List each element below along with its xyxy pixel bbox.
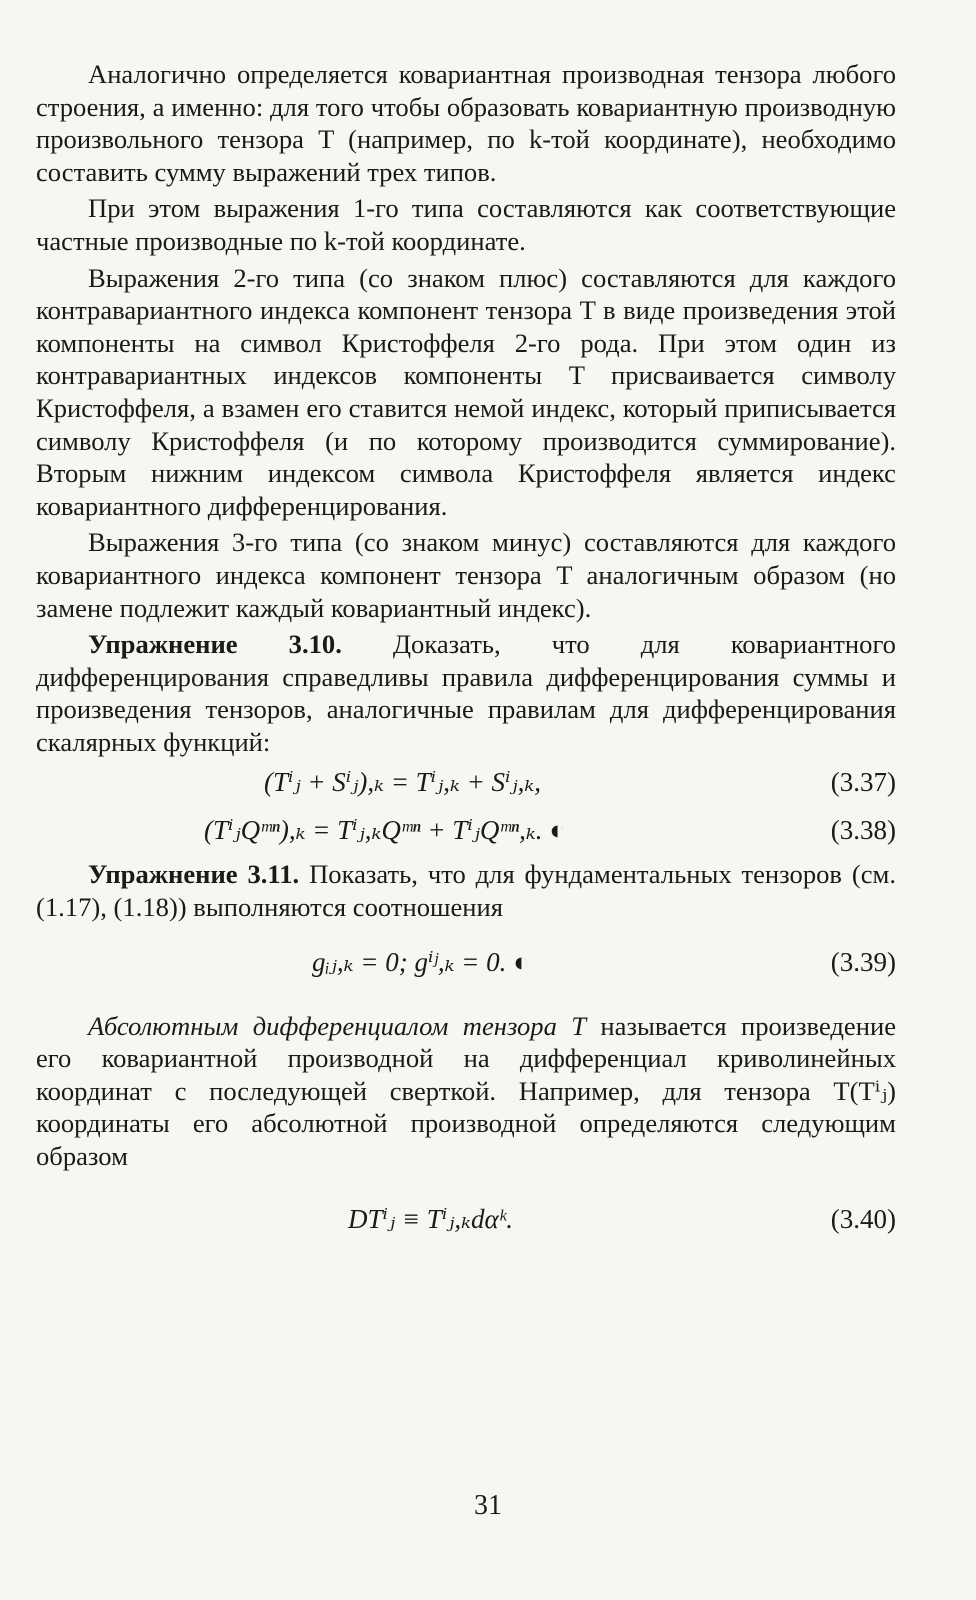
exercise-3-10-label: Упражнение 3.10. — [88, 629, 342, 660]
exercise-3-11-text: Показать, что для фундаментальных тензоров (см. (1.17), (1.18)) выполняются соотношения — [36, 859, 896, 923]
equation-3-39 — [36, 938, 896, 986]
end-of-proof-icon: ◐ — [513, 946, 530, 977]
equation-3-37-number: (3.37) — [830, 767, 896, 798]
paragraph-type-1: При этом выражения 1-го типа составляются как соответствующие частные производные по k-той координате. — [36, 193, 896, 256]
paragraph-type-3: Выражения 3-го типа (со знаком минус) составляются для каждого ковариантного индекса компонент тензора T аналогичным образом (но замене подлежит каждый ковариантный индекс). — [36, 527, 896, 623]
page-body — [36, 58, 896, 1243]
page-number: 31 — [474, 1490, 502, 1521]
absolute-differential-term: Абсолютным дифференциалом тензора T — [88, 1010, 587, 1041]
equation-3-37 — [36, 758, 896, 806]
exercise-3-11-label: Упражнение 3.11. — [88, 859, 300, 890]
paragraph-absolute-differential — [36, 1010, 896, 1173]
paragraph-type-2: Выражения 2-го типа (со знаком плюс) составляются для каждого контравариантного индекса компонент тензора T в виде произведения этой компоненты на символ Кристоффеля 2-го рода. При этом один из контравариантных индексов компоненты T присваивается символу Кристоффеля, а взамен его ставится немой индекс, который приписывается символу Кристоффеля (и по которому производится суммирование). Вторым нижним индексом символа Кристоффеля является индекс ковариантного дифференцирования. — [36, 262, 896, 521]
end-of-proof-icon: ◐ — [549, 815, 566, 846]
equation-3-39-number: (3.39) — [830, 946, 896, 977]
paragraph-covariant-derivative-definition: Аналогично определяется ковариантная производная тензора любого строения, а именно: для того чтобы образовать ковариантную производную произвольного тензора T (например, по k-той координате), необходимо составить сумму выражений трех типов. — [36, 59, 896, 187]
equation-3-37-body: (Tⁱⱼ + Sⁱⱼ),ₖ = Tⁱⱼ,ₖ + Sⁱⱼ,ₖ, — [264, 767, 541, 798]
equation-3-40-body: DTⁱⱼ ≡ Tⁱⱼ,ₖdαᵏ. — [348, 1203, 513, 1234]
exercise-3-11 — [36, 858, 896, 923]
absolute-differential-text: называется произведение его ковариантной производной на дифференциал криволинейных координат с последующей сверткой. Например, для тензора T(Tⁱⱼ) координаты его абсолютной производной определяются следующим образом — [36, 1010, 897, 1172]
equation-3-40 — [36, 1195, 896, 1243]
exercise-3-10 — [36, 628, 896, 758]
equation-3-39-body: gᵢⱼ,ₖ = 0; gⁱʲ,ₖ = 0. — [312, 946, 507, 977]
exercise-3-10-text: Доказать, что для ковариантного дифференцирования справедливы правила дифференцирования суммы и произведения тензоров, аналогичные правилам для дифференцирования скалярных функций: — [36, 629, 896, 757]
equation-3-40-number: (3.40) — [830, 1203, 896, 1234]
equation-3-38 — [36, 806, 896, 854]
equation-3-38-number: (3.38) — [830, 815, 896, 846]
equation-3-38-body: (TⁱⱼQᵐⁿ),ₖ = Tⁱⱼ,ₖQᵐⁿ + TⁱⱼQᵐⁿ,ₖ. — [204, 815, 543, 846]
